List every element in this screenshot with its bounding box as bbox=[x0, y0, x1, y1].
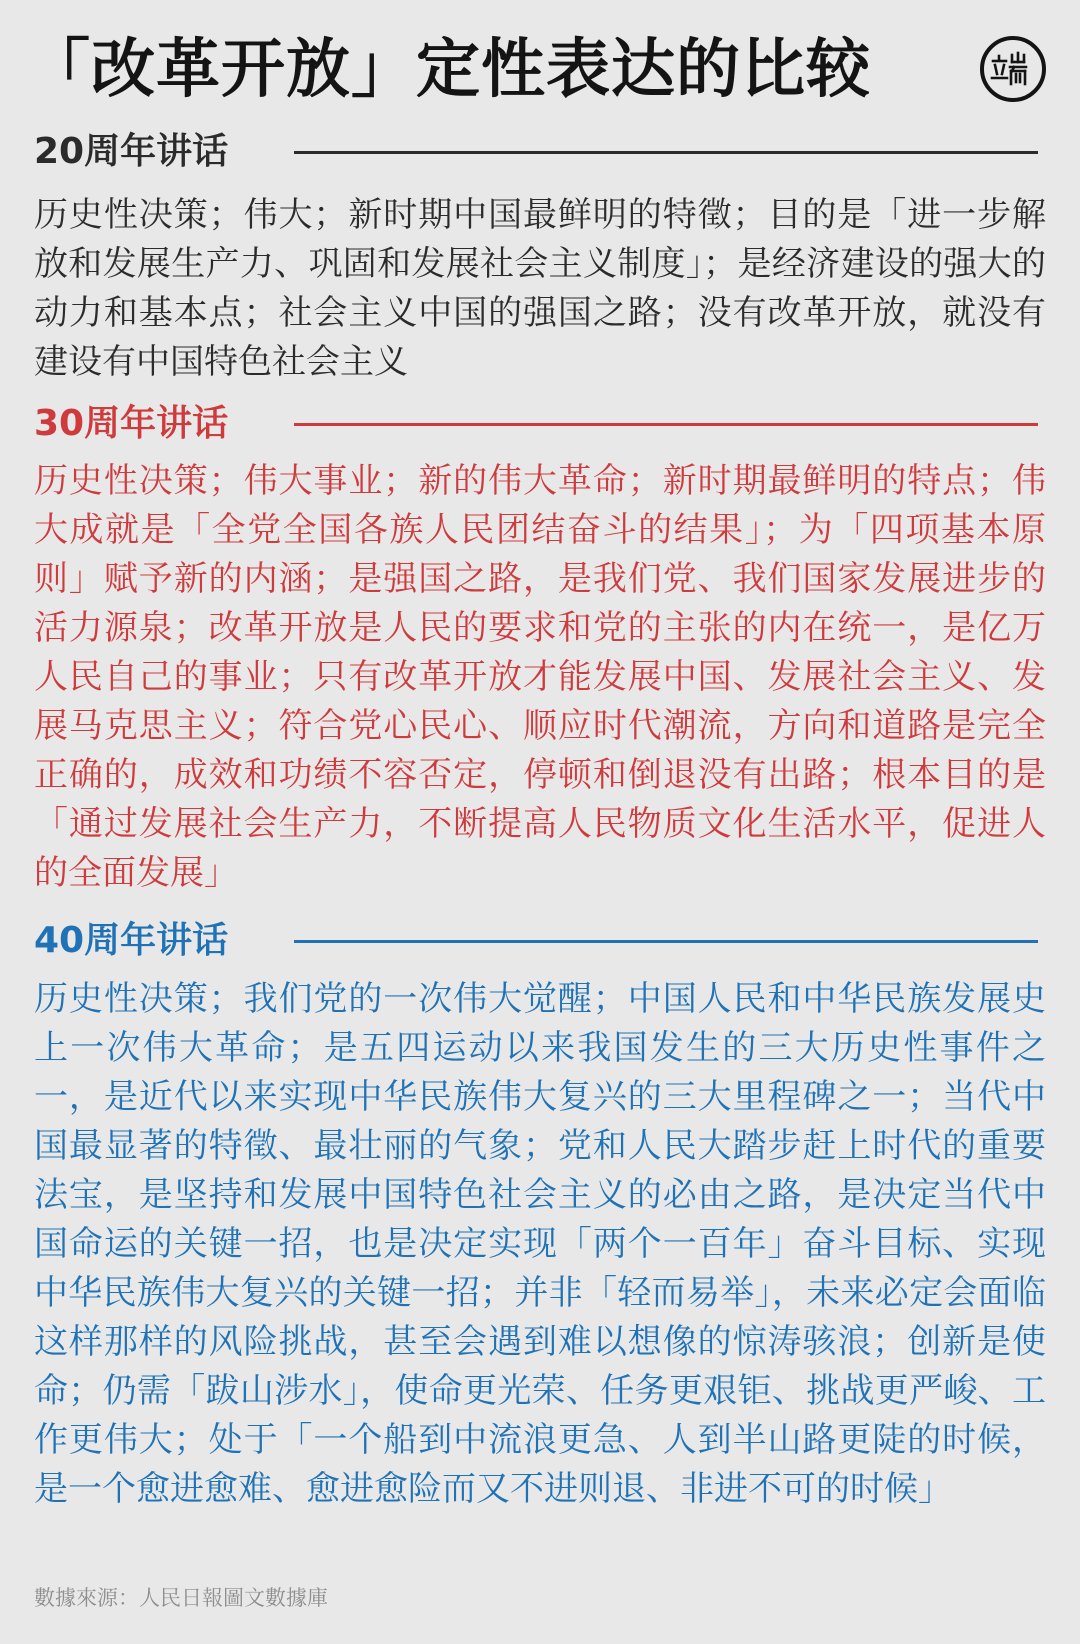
page-title: 「改革开放」定性表达的比较 bbox=[26, 33, 871, 107]
brand-logo-icon bbox=[980, 36, 1046, 102]
section-20-divider bbox=[294, 151, 1038, 154]
section-30-body: 历史性决策；伟大事业；新的伟大革命；新时期最鲜明的特点；伟大成就是「全党全国各族人民团结奋斗的结果」；为「四项基本原则」赋予新的内涵；是强国之路，是我们党、我们国家发展进步的活力源泉；改革开放是人民的要求和党的主张的内在统一，是亿万人民自己的事业；只有改革开放才能发展中国、发展社会主义、发展马克思主义；符合党心民心、顺应时代潮流，方向和道路是完全正确的，成效和功绩不容否定，停顿和倒退没有出路；根本目的是「通过发展社会生产力，不断提高人民物质文化生活水平，促进人的全面发展」 bbox=[34, 461, 1046, 893]
section-20-title: 20周年讲话 bbox=[34, 131, 229, 172]
section-30-title: 30周年讲话 bbox=[34, 403, 229, 444]
section-30-header bbox=[34, 399, 1038, 449]
data-source-note: 數據來源：人民日報圖文數據庫 bbox=[34, 1586, 328, 1610]
section-20-body: 历史性决策；伟大；新时期中国最鲜明的特徵；目的是「进一步解放和发展生产力、巩固和发展社会主义制度」；是经济建设的强大的动力和基本点；社会主义中国的强国之路；没有改革开放，就没有建设有中国特色社会主义 bbox=[34, 195, 1046, 382]
section-40-body: 历史性决策；我们党的一次伟大觉醒；中国人民和中华民族发展史上一次伟大革命；是五四运动以来我国发生的三大历史性事件之一，是近代以来实现中华民族伟大复兴的三大里程碑之一；当代中国最显著的特徵、最壮丽的气象；党和人民大踏步赶上时代的重要法宝，是坚持和发展中国特色社会主义的必由之路，是决定当代中国命运的关键一招，也是决定实现「两个一百年」奋斗目标、实现中华民族伟大复兴的关键一招；并非「轻而易举」，未来必定会面临这样那样的风险挑战，甚至会遇到难以想像的惊涛骇浪；创新是使命；仍需「跋山涉水」，使命更光荣、任务更艰钜、挑战更严峻、工作更伟大；处于「一个船到中流浪更急、人到半山路更陡的时候，是一个愈进愈难、愈进愈险而又不进则退、非进不可的时候」 bbox=[34, 979, 1046, 1509]
section-40-divider bbox=[294, 940, 1038, 943]
section-20-header bbox=[34, 127, 1038, 177]
section-40-header bbox=[34, 916, 1038, 966]
section-30-divider bbox=[294, 423, 1038, 426]
section-40-title: 40周年讲话 bbox=[34, 920, 229, 961]
